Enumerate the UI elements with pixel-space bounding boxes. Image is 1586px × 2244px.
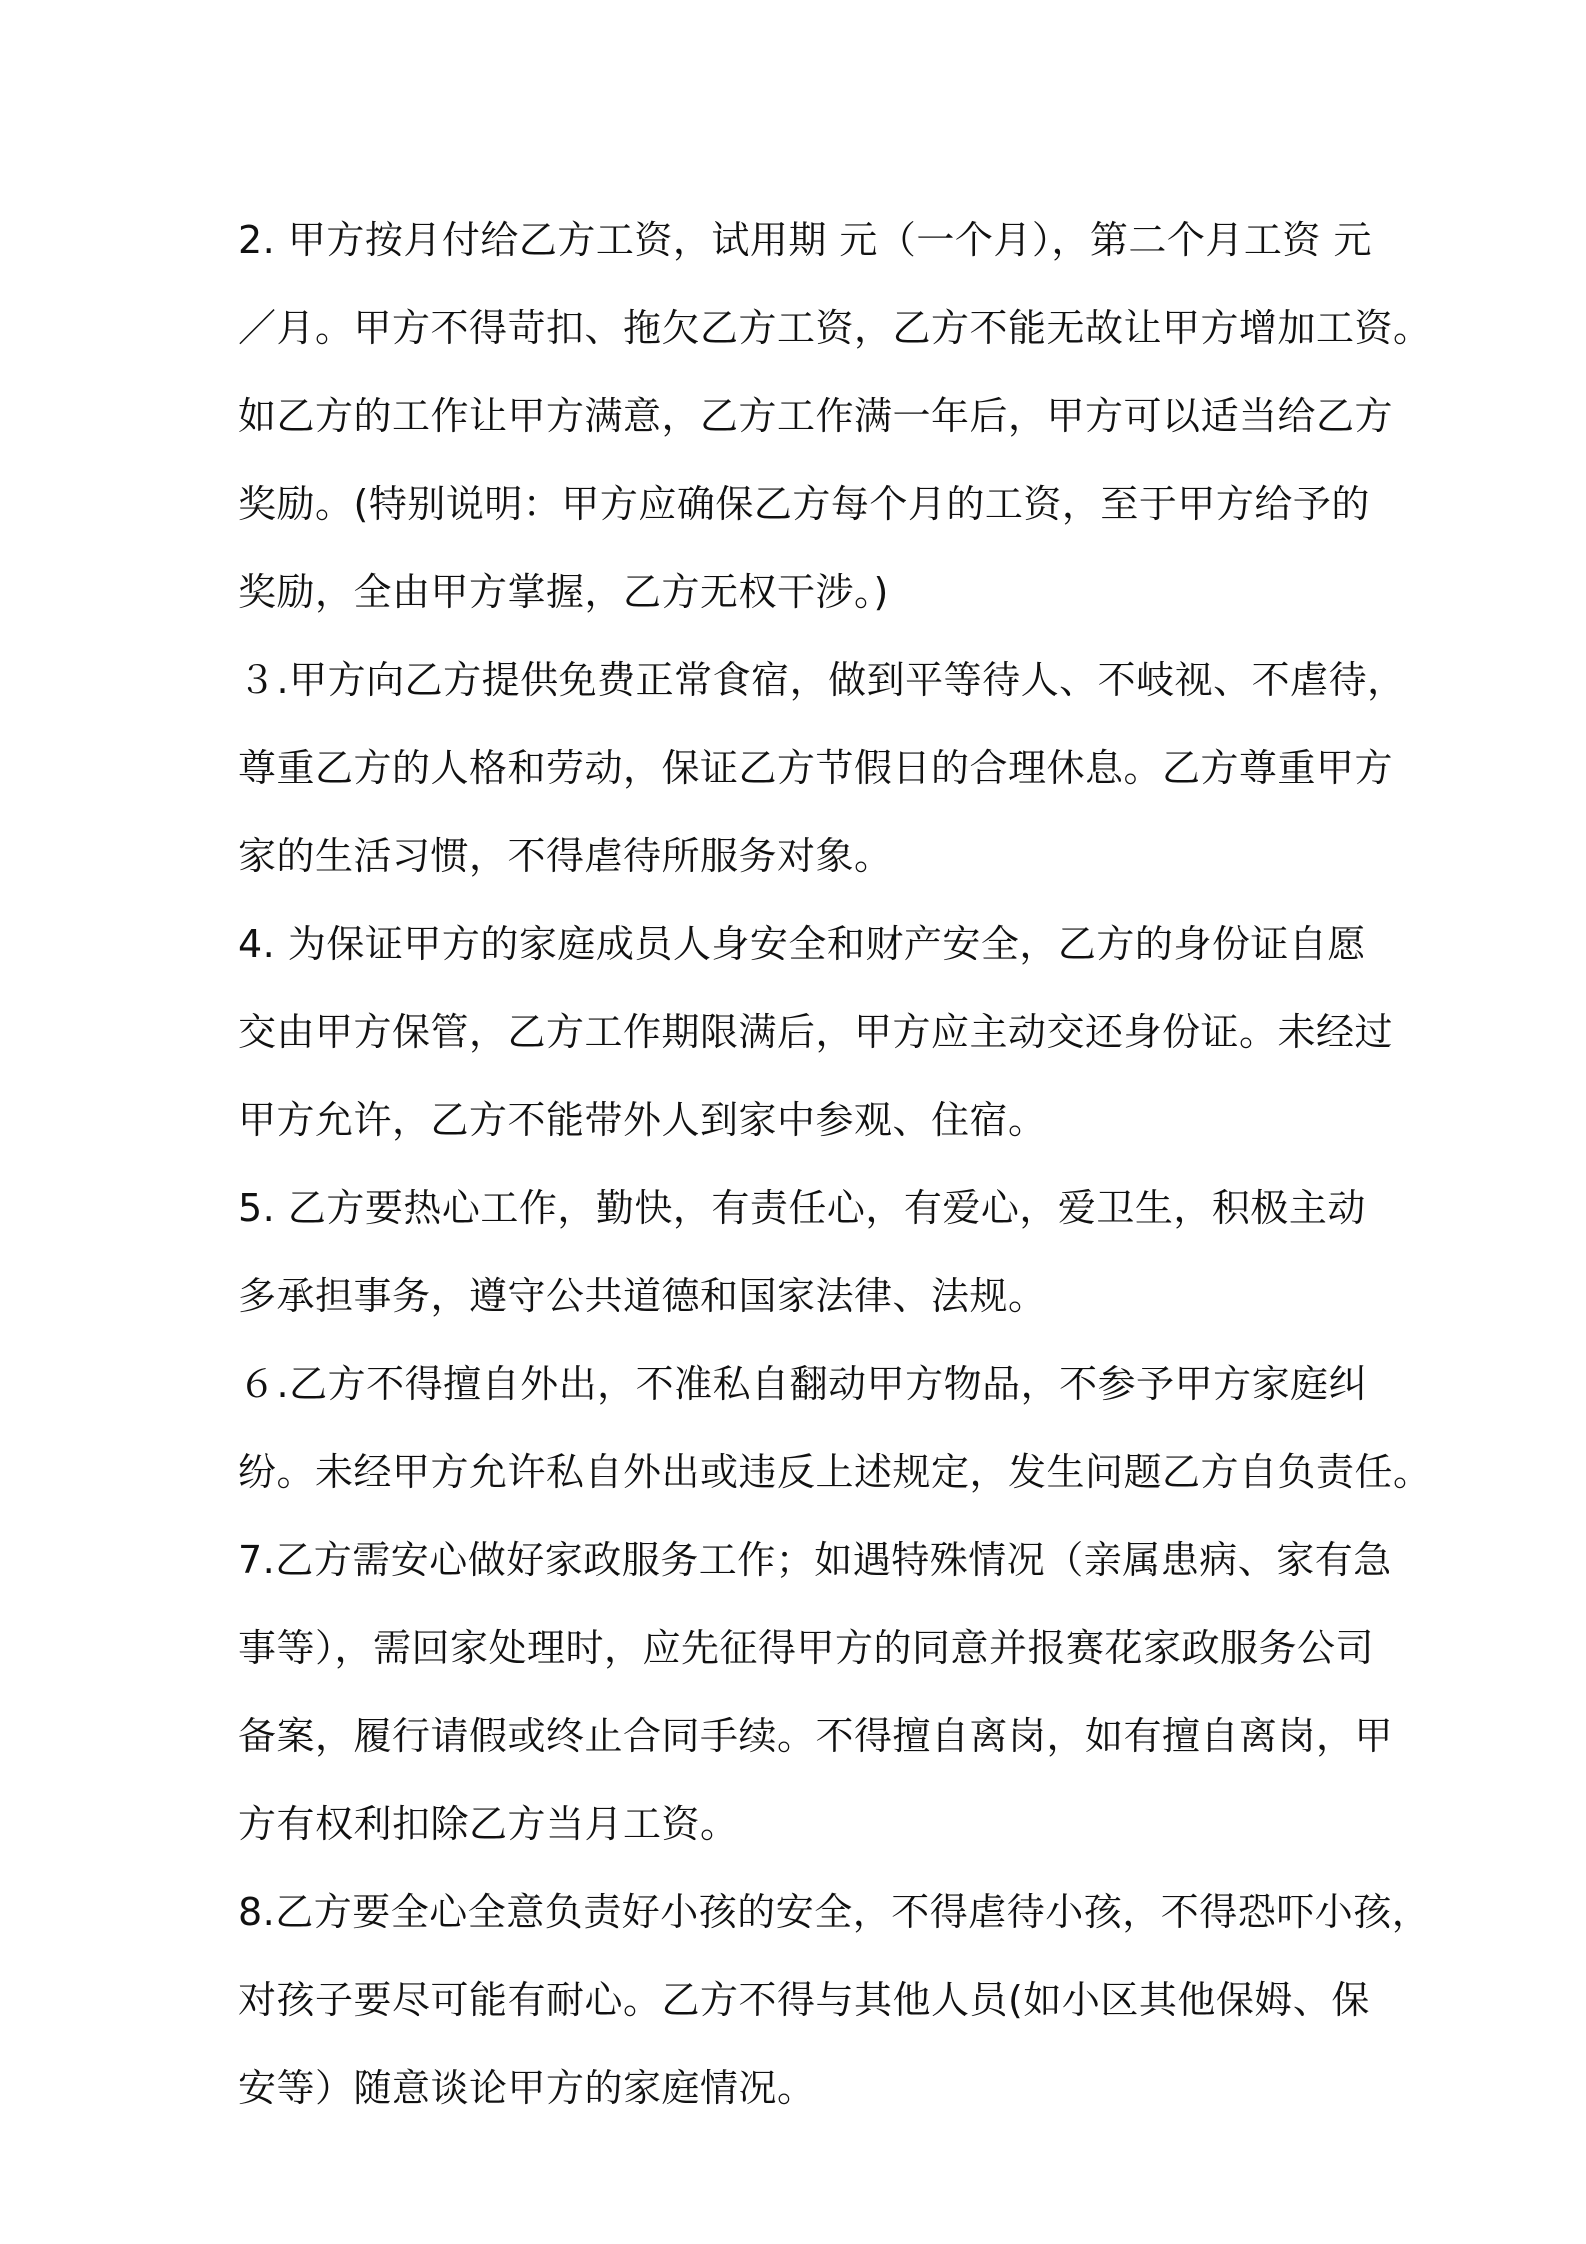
clause-6-line-2: 纷。未经甲方允许私自外出或违反上述规定，发生问题乙方自负责任。: [238, 1450, 1432, 1494]
clause-6-line-1: ６.乙方不得擅自外出，不准私自翻动甲方物品，不参予甲方家庭纠: [238, 1362, 1368, 1406]
clause-7-line-2: 事等），需回家处理时，应先征得甲方的同意并报赛花家政服务公司: [238, 1626, 1375, 1670]
clause-3-line-1: ３.甲方向乙方提供免费正常食宿，做到平等待人、不岐视、不虐待，: [238, 658, 1406, 702]
clause-5-line-1: 5. 乙方要热心工作，勤快，有责任心，有爱心，爱卫生，积极主动: [238, 1186, 1366, 1230]
clause-2-line-5: 奖励，全由甲方掌握，乙方无权干涉。): [238, 570, 889, 614]
clause-4-line-1: 4. 为保证甲方的家庭成员人身安全和财产安全，乙方的身份证自愿: [238, 922, 1366, 966]
clause-8-line-3: 安等）随意谈论甲方的家庭情况。: [238, 2066, 816, 2110]
clause-2-line-2: ／月。甲方不得苛扣、拖欠乙方工资，乙方不能无故让甲方增加工资。: [238, 306, 1432, 350]
clause-3-line-3: 家的生活习惯，不得虐待所服务对象。: [238, 834, 893, 878]
clause-2-line-4: 奖励。(特别说明：甲方应确保乙方每个月的工资，至于甲方给予的: [238, 482, 1370, 526]
contract-text-body: [238, 196, 1432, 2132]
clause-7-line-4: 方有权利扣除乙方当月工资。: [238, 1802, 739, 1846]
clause-8-line-2: 对孩子要尽可能有耐心。乙方不得与其他人员(如小区其他保姆、保: [238, 1978, 1370, 2022]
clause-7-line-1: 7.乙方需安心做好家政服务工作；如遇特殊情况（亲属患病、家有急: [238, 1538, 1392, 1582]
clause-4-line-3: 甲方允许，乙方不能带外人到家中参观、住宿。: [238, 1098, 1047, 1142]
clause-7-line-3: 备案，履行请假或终止合同手续。不得擅自离岗，如有擅自离岗，甲: [238, 1714, 1394, 1758]
clause-8-line-1: 8.乙方要全心全意负责好小孩的安全，不得虐待小孩，不得恐吓小孩，: [238, 1890, 1431, 1934]
clause-5-line-2: 多承担事务，遵守公共道德和国家法律、法规。: [238, 1274, 1047, 1318]
clause-4-line-2: 交由甲方保管，乙方工作期限满后，甲方应主动交还身份证。未经过: [238, 1010, 1394, 1054]
clause-3-line-2: 尊重乙方的人格和劳动，保证乙方节假日的合理休息。乙方尊重甲方: [238, 746, 1394, 790]
clause-2-line-1: 2. 甲方按月付给乙方工资，试用期 元（一个月），第二个月工资 元: [238, 218, 1372, 262]
clause-2-line-3: 如乙方的工作让甲方满意，乙方工作满一年后，甲方可以适当给乙方: [238, 394, 1394, 438]
